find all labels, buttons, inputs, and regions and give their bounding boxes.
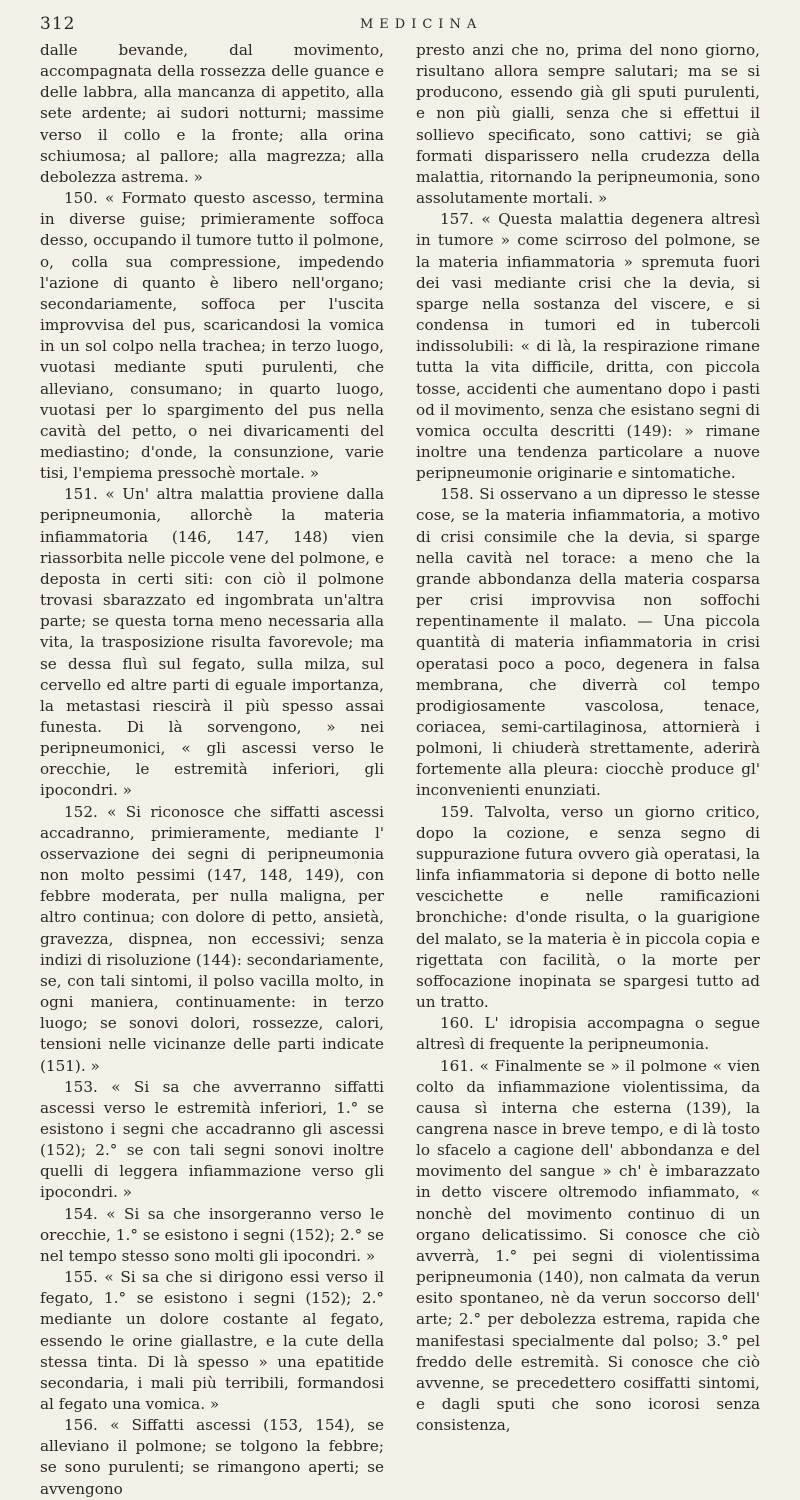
paragraph: 154. « Si sa che insorgeranno verso le orecchie, 1.° se esistono i segni (152); 2.° se nel tempo stesso sono molti gli ipocondri. » bbox=[40, 1204, 384, 1265]
running-title: MEDICINA bbox=[360, 17, 483, 32]
paragraph: dalle bevande, dal movimento, accompagnata della rossezza delle guance e delle labbra, alla mancanza di appetito, alla sete ardente; ai sudori notturni; massime verso il collo e la fronte; alla orina schiumosa; al pallore; alla magrezza; alla debolezza astrema. » bbox=[40, 41, 384, 186]
paragraph: 156. « Siffatti ascessi (153, 154), se alleviano il polmone; se tolgono la febbre; se sono purulenti; se rimangono aperti; se avvengono bbox=[40, 1416, 384, 1498]
paragraph: 152. « Si riconosce che siffatti ascessi accadranno, primieramente, mediante l' osservazione dei segni di peripneumonia non molto pessimi (147, 148, 149), con febbre moderata, per nulla maligna, per altro continua; con dolore di petto, ansietà, gravezza, dispnea, non eccessivi; senza indizi di risoluzione (144): secondariamente, se, con tali sintomi, il polso vacilla molto, in ogni maniera, continuamente: in terzo luogo; se sonovi dolori, rossezze, calori, tensioni nelle vicinanze delle parti indicate (151). » bbox=[40, 802, 384, 1075]
page-header bbox=[40, 14, 780, 40]
paragraph: 155. « Si sa che si dirigono essi verso il fegato, 1.° se esistono i segni (152); 2.° mediante un dolore costante al fegato, essendo le orine giallastre, e la cute della stessa tinta. Di là spesso » una epatitide secondaria, i mali più terribili, formandosi al fegato una vomica. » bbox=[40, 1268, 384, 1413]
paragraph: 153. « Si sa che avverranno siffatti ascessi verso le estremità inferiori, 1.° se esistono i segni che accadranno gli ascessi (152); 2.° se con tali segni sonovi inoltre quelli di leggera infiammazione verso gli ipocondri. » bbox=[40, 1077, 384, 1202]
paragraph: 151. « Un' altra malattia proviene dalla peripneumonia, allorchè la materia infiammatoria (146, 147, 148) vien riassorbita nelle piccole vene del polmone, e deposta in certi siti: con ciò il polmone trovasi sbarazzato ed ingombrata un'altra parte; se questa torna meno necessaria alla vita, la trasposizione risulta favorevole; ma se dessa fluì sul fegato, sulla milza, sul cervello ed altre parti di eguale importanza, la metastasi riescirà il più spesso assai funesta. Di là sorvengono, » nei peripneumonici, « gli ascessi verso le orecchie, le estremità inferiori, gli ipocondri. » bbox=[40, 485, 384, 800]
left-column bbox=[40, 40, 384, 1500]
paragraph: 157. « Questa malattia degenera altresì in tumore » come scirroso del polmone, se la materia infiammatoria » spremuta fuori dei vasi mediante crisi che la devia, si sparge nella sostanza del viscere, e si condensa in tumori ed in tubercoli indissolubili: « di là, la respirazione rimane tutta la vita difficile, dritta, con piccola tosse, accidenti che aumentano dopo i pasti od il movimento, senza che esistano segni di vomica occulta descritti (149): » rimane inoltre una tendenza particolare a nuove peripneumonie originarie e sintomatiche. bbox=[416, 210, 760, 483]
paragraph: presto anzi che no, prima del nono giorno, risultano allora sempre salutari; ma se si producono, essendo già gli sputi purulenti, e non più gialli, senza che si effettui il sollievo specificato, sono cattivi; se già formati disparissero nella crudezza della malattia, ritornando la peripneumonia, sono assolutamente mortali. » bbox=[416, 41, 760, 208]
right-column bbox=[416, 40, 760, 1436]
paragraph: 159. Talvolta, verso un giorno critico, dopo la cozione, e senza segno di suppurazione futura ovvero già operatasi, la linfa infiammatoria si depone di botto nelle vescichette e nelle ramificazioni bronchiche: d'onde risulta, o la guarigione del malato, se la materia è in piccola copia e rigettata con facilità, o la morte per soffocazione inopinata se spargesi tutto ad un tratto. bbox=[416, 802, 760, 1012]
paragraph: 158. Si osservano a un dipresso le stesse cose, se la materia infiammatoria, a motivo di crisi consimile che la devia, si sparge nella cavità nel torace: a meno che la grande abbondanza della materia cosparsa per crisi improvvisa non soffochi repentinamente il malato. — Una piccola quantità di materia infiammatoria in crisi operatasi poco a poco, degenera in falsa membrana, che diverrà col tempo prodigiosamente vascolosa, tenace, coriacea, semi-cartilaginosa, attornierà i polmoni, li chiuderà strettamente, aderirà fortemente alla pleura: ciocchè produce gl' inconvenienti enunziati. bbox=[416, 485, 760, 800]
paragraph: 160. L' idropisia accompagna o segue altresì di frequente la peripneumonia. bbox=[416, 1014, 760, 1054]
paragraph: 161. « Finalmente se » il polmone « vien colto da infiammazione violentissima, da causa sì interna che esterna (139), la cangrena nasce in breve tempo, e di là tosto lo sfacelo a cagione dell' abbondanza e del movimento del sangue » ch' è imbarazzato in detto viscere oltremodo infiammato, « nonchè del movimento continuo di un organo delicatissimo. Si conosce che ciò avverrà, 1.° pei segni di violentissima peripneumonia (140), non calmata da verun esito spontaneo, nè da verun soccorso dell' arte; 2.° per debolezza estrema, rapida che manifestasi specialmente dal polso; 3.° pel freddo delle estremità. Si conosce che ciò avvenne, se precedettero cosiffatti sintomi, e dagli sputi che sono icorosi senza consistenza, bbox=[416, 1056, 760, 1435]
paragraph: 150. « Formato questo ascesso, termina in diverse guise; primieramente soffoca desso, occupando il tumore tutto il polmone, o, colla sua compressione, impedendo l'azione di quanto è libero nell'organo; secondariamente, soffoca per l'uscita improvvisa del pus, scaricandosi la vomica in un sol colpo nella trachea; in terzo luogo, vuotasi mediante sputi purulenti, che alleviano, consumano; in quarto luogo, vuotasi per lo spargimento del pus nella cavità del petto, o nei divaricamenti del mediastino; d'onde, la consunzione, varie tisi, l'empiema pressochè mortale. » bbox=[40, 189, 384, 483]
page-number: 312 bbox=[40, 14, 76, 34]
